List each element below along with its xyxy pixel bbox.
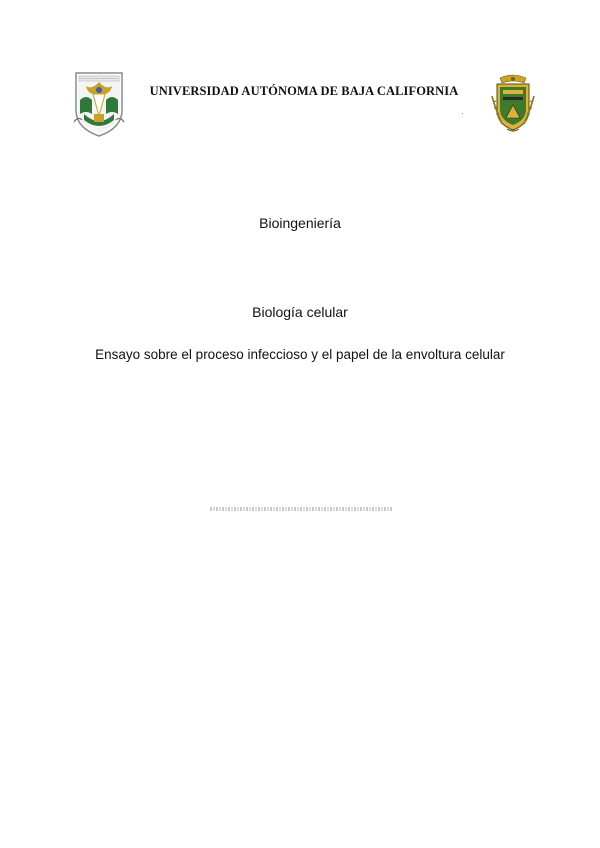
university-name: UNIVERSIDAD AUTÓNOMA DE BAJA CALIFORNIA [149, 84, 459, 98]
faculty-crest-icon [490, 74, 536, 134]
essay-title: Ensayo sobre el proceso infeccioso y el papel de la envoltura celular [95, 347, 505, 362]
course-title: Biología celular [252, 304, 348, 320]
career-title: Bioingeniería [259, 215, 341, 231]
faded-text-line [210, 507, 392, 511]
uabc-shield-icon [72, 70, 126, 138]
stray-mark [462, 113, 463, 114]
